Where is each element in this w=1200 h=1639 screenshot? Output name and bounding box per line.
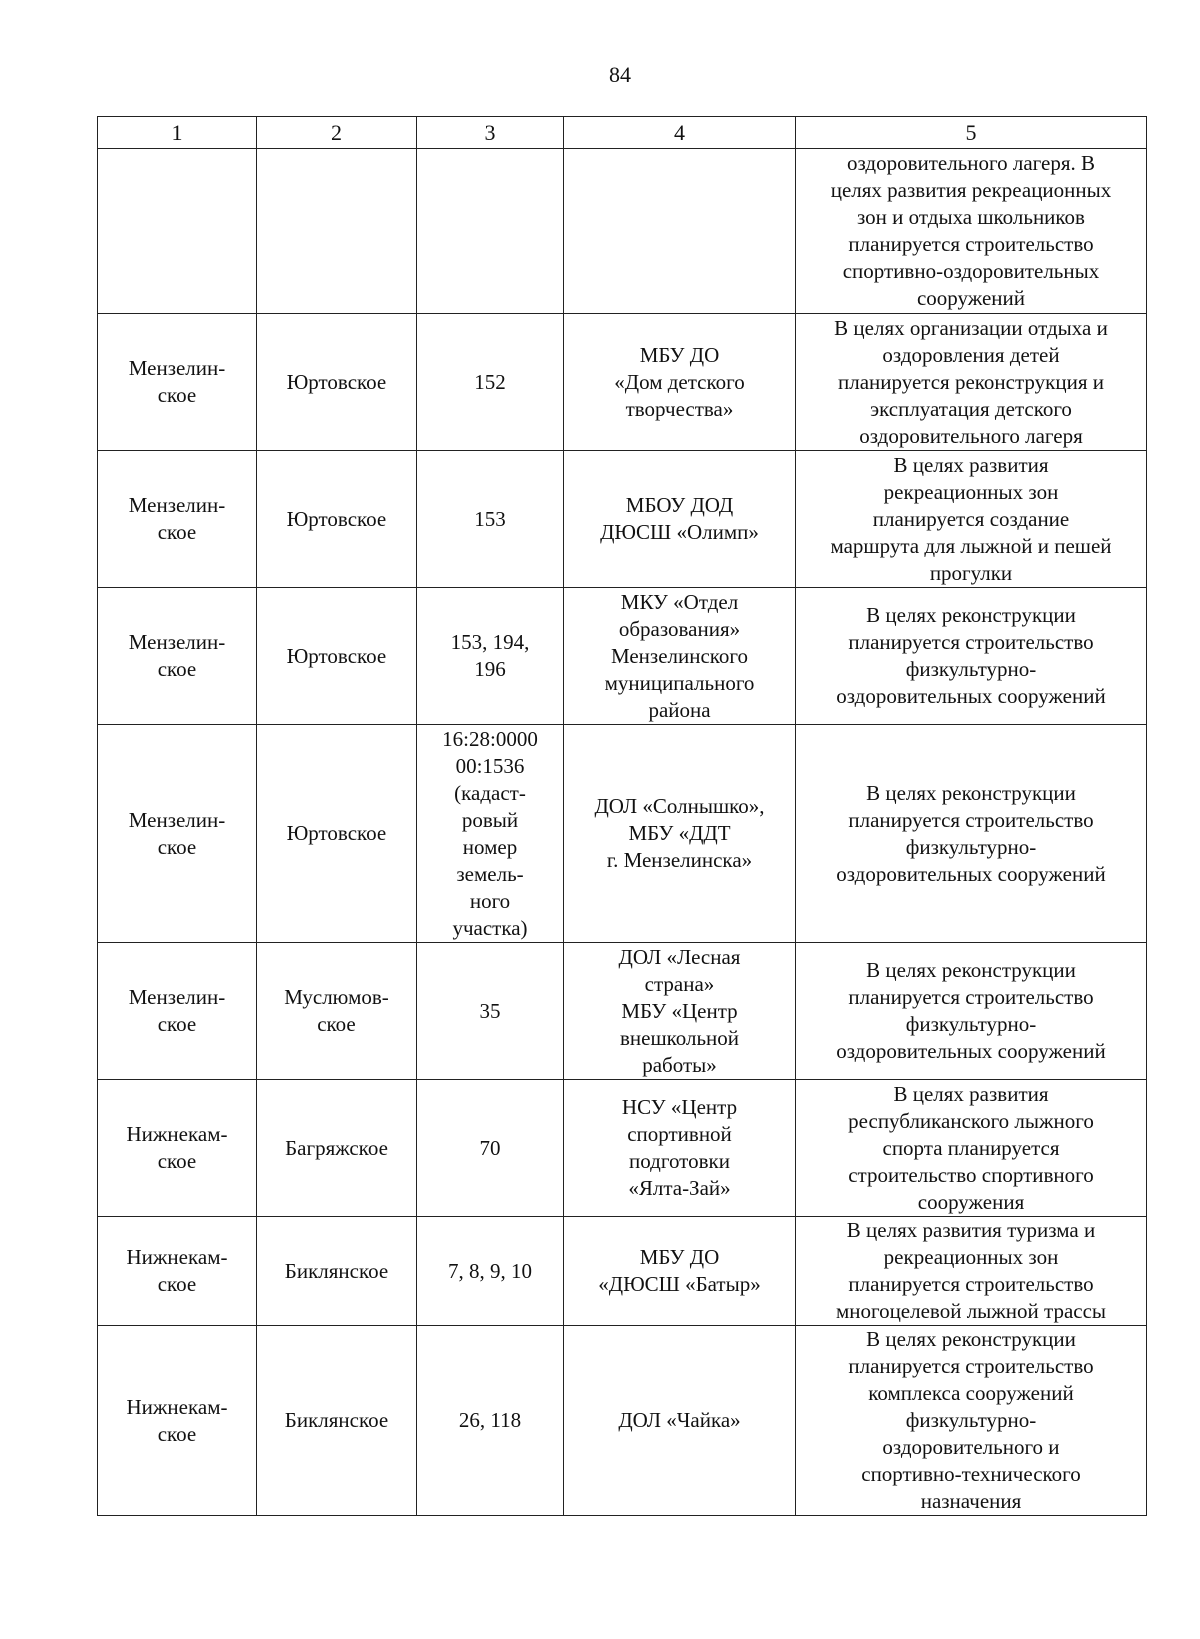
table-row xyxy=(98,149,1147,314)
description-cell: В целях реконструкции планируется строительство физкультурно- оздоровительных сооружений xyxy=(796,588,1147,725)
table-row xyxy=(98,725,1147,943)
settlement-cell: Юртовское xyxy=(257,314,417,451)
district-cell xyxy=(98,149,257,314)
plot-cell: 16:28:0000 00:1536 (кадаст- ровый номер земель- ного участка) xyxy=(417,725,564,943)
description-cell: В целях развития рекреационных зон планируется создание маршрута для лыжной и пешей прогулки xyxy=(796,451,1147,588)
data-table xyxy=(97,116,1147,1516)
table-row xyxy=(98,1326,1147,1516)
column-header-5: 5 xyxy=(796,117,1147,149)
plot-cell xyxy=(417,149,564,314)
organization-cell: МБУ ДО «ДЮСШ «Батыр» xyxy=(564,1217,796,1326)
column-header-1: 1 xyxy=(98,117,257,149)
district-cell: Мензелин- ское xyxy=(98,314,257,451)
plot-cell: 70 xyxy=(417,1080,564,1217)
district-cell: Нижнекам- ское xyxy=(98,1326,257,1516)
settlement-cell: Багряжское xyxy=(257,1080,417,1217)
description-cell: оздоровительного лагеря. В целях развития рекреационных зон и отдыха школьников планируется строительство спортивно-оздоровительных сооружений xyxy=(796,149,1147,314)
district-cell: Мензелин- ское xyxy=(98,943,257,1080)
settlement-cell: Биклянское xyxy=(257,1217,417,1326)
settlement-cell: Муслюмов- ское xyxy=(257,943,417,1080)
description-cell: В целях организации отдыха и оздоровления детей планируется реконструкция и эксплуатация детского оздоровительного лагеря xyxy=(796,314,1147,451)
settlement-cell: Биклянское xyxy=(257,1326,417,1516)
organization-cell: МБОУ ДОД ДЮСШ «Олимп» xyxy=(564,451,796,588)
district-cell: Мензелин- ское xyxy=(98,725,257,943)
plot-cell: 7, 8, 9, 10 xyxy=(417,1217,564,1326)
district-cell: Мензелин- ское xyxy=(98,451,257,588)
table-row xyxy=(98,1217,1147,1326)
organization-cell xyxy=(564,149,796,314)
settlement-cell: Юртовское xyxy=(257,451,417,588)
table-row xyxy=(98,1080,1147,1217)
organization-cell: МКУ «Отдел образования» Мензелинского муниципального района xyxy=(564,588,796,725)
page-number: 84 xyxy=(609,62,631,87)
plot-cell: 153, 194, 196 xyxy=(417,588,564,725)
table-row xyxy=(98,314,1147,451)
district-cell: Нижнекам- ское xyxy=(98,1080,257,1217)
settlement-cell: Юртовское xyxy=(257,725,417,943)
plot-cell: 35 xyxy=(417,943,564,1080)
table-row xyxy=(98,943,1147,1080)
description-cell: В целях реконструкции планируется строительство физкультурно- оздоровительных сооружений xyxy=(796,725,1147,943)
district-cell: Мензелин- ское xyxy=(98,588,257,725)
settlement-cell: Юртовское xyxy=(257,588,417,725)
table-header-row xyxy=(98,117,1147,149)
organization-cell: ДОЛ «Солнышко», МБУ «ДДТ г. Мензелинска» xyxy=(564,725,796,943)
table-row xyxy=(98,588,1147,725)
organization-cell: МБУ ДО «Дом детского творчества» xyxy=(564,314,796,451)
organization-cell: ДОЛ «Чайка» xyxy=(564,1326,796,1516)
column-header-4: 4 xyxy=(564,117,796,149)
plot-cell: 152 xyxy=(417,314,564,451)
settlement-cell xyxy=(257,149,417,314)
description-cell: В целях реконструкции планируется строительство комплекса сооружений физкультурно- оздоровительного и спортивно-технического назначения xyxy=(796,1326,1147,1516)
plot-cell: 26, 118 xyxy=(417,1326,564,1516)
description-cell: В целях реконструкции планируется строительство физкультурно- оздоровительных сооружений xyxy=(796,943,1147,1080)
column-header-3: 3 xyxy=(417,117,564,149)
description-cell: В целях развития республиканского лыжного спорта планируется строительство спортивного сооружения xyxy=(796,1080,1147,1217)
organization-cell: НСУ «Центр спортивной подготовки «Ялта-Зай» xyxy=(564,1080,796,1217)
district-cell: Нижнекам- ское xyxy=(98,1217,257,1326)
organization-cell: ДОЛ «Лесная страна» МБУ «Центр внешкольной работы» xyxy=(564,943,796,1080)
description-cell: В целях развития туризма и рекреационных зон планируется строительство многоцелевой лыжной трассы xyxy=(796,1217,1147,1326)
plot-cell: 153 xyxy=(417,451,564,588)
column-header-2: 2 xyxy=(257,117,417,149)
table-row xyxy=(98,451,1147,588)
